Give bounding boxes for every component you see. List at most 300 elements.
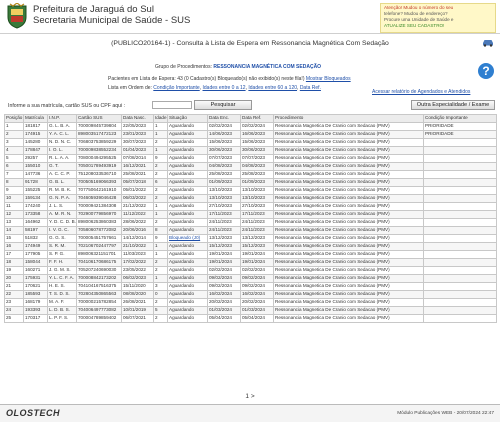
table-cell <box>5 299 24 307</box>
cell-text: 14/12/2014 <box>123 235 146 241</box>
table-cell <box>168 211 208 219</box>
table-cell <box>5 251 24 259</box>
cell-text: 09/02/2024 <box>242 275 265 281</box>
cell-text: Aguardando <box>169 291 195 297</box>
page-title: (PUBLICO20164-1) - Consulta à Lista de Espera em Ressonancia Magnética Com Sedação <box>111 40 389 47</box>
cell-text: 17/11/2023 <box>242 211 265 217</box>
table-cell <box>154 235 168 243</box>
cell-text: 174915 <box>25 131 41 137</box>
cell-text: 898006321151701 <box>78 251 116 257</box>
cell-text: Aguardando <box>169 315 195 321</box>
table-body <box>5 123 497 323</box>
col-header-ref-date[interactable]: Data Ref. <box>241 115 274 123</box>
table-cell <box>424 131 497 139</box>
table-cell <box>274 195 424 203</box>
table-cell <box>5 315 24 323</box>
table-cell <box>274 139 424 147</box>
table-cell <box>208 123 241 131</box>
cell-text: Ressonancia Magnetica De Cranio com Sedacao (PMV) <box>275 251 390 257</box>
table-cell <box>154 195 168 203</box>
cell-text: 25/08/2023 <box>209 171 232 177</box>
table-row <box>5 283 497 291</box>
cell-text: Ressonancia Magnetica De Cranio com Sedacao (PMV) <box>275 187 390 193</box>
notice-line-3: Procure uma Unidade de Saúde e <box>384 17 454 22</box>
cell-text: 24/11/2023 <box>242 227 265 233</box>
cell-text: 13 <box>6 219 12 225</box>
table-cell <box>24 307 48 315</box>
table-cell <box>241 211 274 219</box>
cell-text: 702900779856970 <box>78 211 117 217</box>
table-cell <box>154 307 168 315</box>
cell-text: 05/01/2022 <box>123 187 146 193</box>
table-cell <box>5 123 24 131</box>
cell-text: 17/11/2023 <box>209 211 232 217</box>
cell-text: R. L. A. A. <box>49 155 70 161</box>
cell-text: Y. D. C. D. B. <box>49 219 76 225</box>
search-button[interactable]: Pesquisar <box>194 100 252 110</box>
table-cell <box>5 163 24 171</box>
table-cell <box>424 283 497 291</box>
cell-text: 24 <box>6 307 12 313</box>
cell-text: Aguardando <box>169 243 195 249</box>
help-icon[interactable]: ? <box>478 63 494 79</box>
cell-text: 13/10/2023 <box>209 187 232 193</box>
cell-text: 155225 <box>25 187 41 193</box>
cell-text: Aguardando <box>169 187 195 193</box>
table-cell <box>241 267 274 275</box>
cell-text: 14 <box>6 227 12 233</box>
cell-text: 16 <box>6 243 12 249</box>
table-cell <box>24 267 48 275</box>
table-cell <box>424 219 497 227</box>
cell-text: 181817 <box>25 123 41 129</box>
table-cell <box>24 283 48 291</box>
cell-text: 3 <box>155 283 158 289</box>
cell-text: 2 <box>155 195 158 201</box>
table-cell <box>241 147 274 155</box>
table-cell <box>122 211 154 219</box>
table-cell <box>122 195 154 203</box>
cell-text: Ressonancia Magnetica De Cranio com Sedacao (PMV) <box>275 155 390 161</box>
cell-text: 2 <box>155 299 158 305</box>
cell-text: 706803753859229 <box>78 139 117 145</box>
table-cell <box>154 179 168 187</box>
cell-text: 3 <box>6 139 9 145</box>
table-cell <box>208 131 241 139</box>
order-link-condition[interactable]: Condição Importante <box>153 85 200 91</box>
cell-text: Aguardando <box>169 123 195 129</box>
procedure-group-value: RESSONANCIA MAGNÉTICA COM SEDAÇÃO <box>213 64 322 70</box>
table-cell <box>5 211 24 219</box>
cell-text: 05/04/2024 <box>209 315 232 321</box>
table-cell <box>154 267 168 275</box>
cell-text: 15/06/2023 <box>209 139 232 145</box>
table-cell <box>154 155 168 163</box>
cell-text: 1 <box>155 123 158 129</box>
cell-text: 01/09/2023 <box>242 179 265 185</box>
table-cell <box>122 267 154 275</box>
table-cell <box>122 203 154 211</box>
table-cell <box>208 163 241 171</box>
table-row <box>5 139 497 147</box>
cell-text: 898006253860383 <box>78 219 117 225</box>
col-header-referral-date[interactable]: Data Enc. <box>208 115 241 123</box>
order-label: Lista em Ordem de: <box>108 85 152 91</box>
table-cell <box>48 275 77 283</box>
table-cell <box>77 171 122 179</box>
cell-text: 177905 <box>25 251 41 257</box>
cell-text: 19/01/2024 <box>209 259 232 265</box>
table-cell <box>241 235 274 243</box>
cell-text: 19/01/2024 <box>242 251 265 257</box>
notice-line-1: Atenção! Mudou o número do seu <box>384 5 454 10</box>
cell-text: 751208033536710 <box>78 171 117 177</box>
table-cell <box>208 307 241 315</box>
table-cell <box>208 243 241 251</box>
table-cell <box>122 139 154 147</box>
cell-text: Ressonancia Magnetica De Cranio com Sedacao (PMV) <box>275 131 390 137</box>
table-row <box>5 275 497 283</box>
cell-text: 173358 <box>25 211 41 217</box>
table-cell <box>122 163 154 171</box>
cell-text: G. B. L. <box>49 179 65 185</box>
order-link-age-60-120[interactable]: Idades entre 60 a 120 <box>248 85 298 91</box>
table-cell <box>241 227 274 235</box>
scheduled-report-link[interactable]: Acessar relatório de Agendados e Atendidos <box>372 89 471 95</box>
cell-text: L. P. F. S. <box>49 315 69 321</box>
cell-text: Ressonancia Magnetica De Cranio com Sedacao (PMV) <box>275 307 390 313</box>
table-cell <box>424 259 497 267</box>
cell-text: J. L. S. <box>49 203 64 209</box>
cell-text: 702106702447797 <box>78 243 117 249</box>
table-cell <box>168 203 208 211</box>
table-cell <box>154 123 168 131</box>
cell-text: 26/08/2021 <box>123 299 146 305</box>
table-cell <box>274 219 424 227</box>
cell-text: 27/10/2023 <box>242 203 265 209</box>
cell-text: 16/12/2021 <box>123 163 146 169</box>
table-cell <box>208 275 241 283</box>
cell-text: 15/12/2023 <box>209 243 232 249</box>
table-row <box>5 243 497 251</box>
cell-text: 708000494295525 <box>78 155 117 161</box>
table-cell <box>154 299 168 307</box>
cell-text: 02/02/2024 <box>242 123 265 129</box>
table-cell <box>168 259 208 267</box>
cell-text: 11/12/2022 <box>123 211 146 217</box>
table-cell <box>424 267 497 275</box>
table-cell <box>424 275 497 283</box>
table-cell <box>48 147 77 155</box>
table-cell <box>274 211 424 219</box>
cell-text: 21 <box>6 283 12 289</box>
table-cell <box>24 123 48 131</box>
cell-text: Aguardando <box>169 251 195 257</box>
cell-text: 700009838552234 <box>78 147 117 153</box>
table-cell <box>241 195 274 203</box>
table-cell <box>168 307 208 315</box>
cell-text: 01/03/2024 <box>209 307 232 313</box>
cell-text: 174949 <box>25 243 41 249</box>
table-cell <box>122 315 154 323</box>
table-cell <box>241 291 274 299</box>
table-cell <box>77 147 122 155</box>
cell-text: Ressonancia Magnetica De Cranio com Sedacao (PMV) <box>275 275 390 281</box>
col-header-registration[interactable]: Matrícula <box>24 115 48 123</box>
cell-text: G. N. P. A. <box>49 195 71 201</box>
cell-text: Aguardando <box>169 171 195 177</box>
cell-text: Aguardando <box>169 227 195 233</box>
table-cell <box>241 163 274 171</box>
col-header-age[interactable]: Idade <box>154 115 168 123</box>
cell-text: 700008842173202 <box>78 275 117 281</box>
table-cell <box>154 243 168 251</box>
blocked-status-link[interactable]: Bloqueado (J0) <box>169 235 201 241</box>
cell-text: 2 <box>155 259 158 265</box>
order-separator: , <box>199 85 202 91</box>
table-cell <box>48 291 77 299</box>
table-row <box>5 219 497 227</box>
cell-text: 23/01/2023 <box>123 131 146 137</box>
col-header-initials[interactable]: I.N.P. <box>48 115 77 123</box>
table-cell <box>208 315 241 323</box>
cell-text: 1 <box>155 243 158 249</box>
table-cell <box>5 259 24 267</box>
search-input[interactable] <box>152 101 192 109</box>
table-cell <box>208 211 241 219</box>
cell-text: 702804350865563 <box>78 291 117 297</box>
cell-text: 8 <box>155 227 158 233</box>
cell-text: 164962 <box>25 219 41 225</box>
table-cell <box>168 131 208 139</box>
cell-text: Aguardando <box>169 275 195 281</box>
cell-text: Ressonancia Magnetica De Cranio com Sedacao (PMV) <box>275 267 390 273</box>
col-header-position[interactable]: Posição <box>5 115 24 123</box>
page-current[interactable]: 1 <box>245 393 249 400</box>
table-cell <box>77 179 122 187</box>
cell-text: 01/04/2023 <box>123 147 146 153</box>
table-cell <box>274 259 424 267</box>
table-cell <box>122 259 154 267</box>
cell-text: 09/02/2024 <box>209 275 232 281</box>
cell-text: 147736 <box>25 171 41 177</box>
table-cell <box>154 219 168 227</box>
table-row <box>5 259 497 267</box>
table-cell <box>274 147 424 155</box>
cell-text: 159134 <box>25 195 41 201</box>
cell-text: 185593 <box>25 291 41 297</box>
table-cell <box>5 219 24 227</box>
cell-text: A. C. C. P. <box>49 171 71 177</box>
cell-text: 23 <box>6 299 12 305</box>
show-blocked-link[interactable]: Mostrar Bloqueados <box>305 76 351 82</box>
cell-text: 01/03/2024 <box>242 307 265 313</box>
cell-text: 22 <box>6 291 12 297</box>
col-header-sus-card[interactable]: Cartão SUS <box>77 115 122 123</box>
cell-text: 705001789493919 <box>78 163 117 169</box>
table-cell <box>77 235 122 243</box>
col-header-birth-date[interactable]: Data Nasc. <box>122 115 154 123</box>
cell-text: 2 <box>155 139 158 145</box>
table-cell <box>274 163 424 171</box>
table-cell <box>77 163 122 171</box>
table-row <box>5 251 497 259</box>
cell-text: 21/10/2022 <box>123 243 146 249</box>
table-cell <box>77 187 122 195</box>
vehicle-icon[interactable] <box>482 38 494 47</box>
table-cell <box>77 243 122 251</box>
table-cell <box>24 195 48 203</box>
table-cell <box>77 283 122 291</box>
cell-text: A. M. R. N. <box>49 211 72 217</box>
cell-text: 08/08/2020 <box>123 291 146 297</box>
cell-text: Ressonancia Magnetica De Cranio com Sedacao (PMV) <box>275 227 390 233</box>
cell-text: 704605939046428 <box>78 195 117 201</box>
cell-text: T. S. D. S. <box>49 291 70 297</box>
table-cell <box>5 187 24 195</box>
cell-text: 15/12/2023 <box>242 243 265 249</box>
table-cell <box>208 283 241 291</box>
cell-text: 9 <box>155 235 158 241</box>
cell-text: Ressonancia Magnetica De Cranio com Sedacao (PMV) <box>275 139 390 145</box>
table-cell <box>208 219 241 227</box>
notice-line-4: ATUALIZE SEU CADASTRO! <box>384 23 445 28</box>
table-cell <box>424 195 497 203</box>
cell-text: 160271 <box>25 267 41 273</box>
table-cell <box>77 195 122 203</box>
table-cell <box>5 227 24 235</box>
cell-text: 13/10/2023 <box>209 195 232 201</box>
table-cell <box>5 195 24 203</box>
table-cell <box>48 195 77 203</box>
table-cell <box>77 131 122 139</box>
table-cell <box>274 123 424 131</box>
table-row <box>5 235 497 243</box>
table-cell <box>274 307 424 315</box>
table-cell <box>122 155 154 163</box>
cell-text: 11 <box>6 203 11 209</box>
cell-text: 02/02/2024 <box>242 267 265 273</box>
cell-text: Ressonancia Magnetica De Cranio com Sedacao (PMV) <box>275 163 390 169</box>
col-header-condition[interactable]: Condição Importante <box>424 115 497 123</box>
cell-text: 2 <box>155 219 158 225</box>
cell-text: G. L. B. A. <box>49 123 70 129</box>
table-cell <box>168 315 208 323</box>
order-link-age-0-12[interactable]: Idades entre 0 a 12 <box>202 85 246 91</box>
table-cell <box>48 267 77 275</box>
table-cell <box>77 155 122 163</box>
waiting-list-table <box>4 114 497 323</box>
cell-text: Ressonancia Magnetica De Cranio com Sedacao (PMV) <box>275 147 390 153</box>
table-cell <box>5 235 24 243</box>
col-header-status[interactable]: Situação <box>168 115 208 123</box>
cell-text: 2 <box>155 315 158 321</box>
cell-text: 13/12/2023 <box>209 235 232 241</box>
cell-text: 4 <box>6 147 9 153</box>
cell-text: 2 <box>155 187 158 193</box>
table-cell <box>168 243 208 251</box>
procedure-group-row <box>155 64 321 70</box>
cell-text: 10/01/2019 <box>123 307 146 313</box>
cell-text: G. G. S. <box>49 235 66 241</box>
table-cell <box>154 131 168 139</box>
table-cell <box>122 123 154 131</box>
cell-text: Ressonancia Magnetica De Cranio com Sedacao (PMV) <box>275 171 390 177</box>
table-cell <box>168 195 208 203</box>
table-cell <box>274 179 424 187</box>
cell-text: 0 <box>155 291 158 297</box>
table-cell <box>424 291 497 299</box>
page-header <box>0 0 500 34</box>
cell-text: Aguardando <box>169 267 195 273</box>
table-cell <box>208 195 241 203</box>
cell-text: Ressonancia Magnetica De Cranio com Sedacao (PMV) <box>275 259 390 265</box>
cell-text: Aguardando <box>169 307 195 313</box>
table-row <box>5 195 497 203</box>
table-cell <box>241 187 274 195</box>
table-cell <box>122 219 154 227</box>
table-cell <box>168 235 208 243</box>
table-cell <box>122 131 154 139</box>
table-cell <box>424 179 497 187</box>
other-specialty-button[interactable]: Outra Especialidade / Exame <box>411 100 495 110</box>
cell-text: 25/08/2021 <box>123 171 146 177</box>
table-cell <box>48 219 77 227</box>
table-cell <box>24 251 48 259</box>
cell-text: 06/03/2022 <box>123 195 146 201</box>
table-cell <box>24 219 48 227</box>
cell-text: Aguardando <box>169 299 195 305</box>
table-row <box>5 299 497 307</box>
table-cell <box>48 139 77 147</box>
table-cell <box>122 299 154 307</box>
table-row <box>5 131 497 139</box>
table-cell <box>122 227 154 235</box>
cell-text: 145280 <box>25 139 41 145</box>
table-cell <box>48 299 77 307</box>
table-cell <box>5 139 24 147</box>
table-cell <box>168 123 208 131</box>
cell-text: 704106170686175 <box>78 259 117 265</box>
table-cell <box>77 139 122 147</box>
table-cell <box>274 283 424 291</box>
cell-text: 13/12/2023 <box>242 235 265 241</box>
cell-text: 30/06/2023 <box>209 147 232 153</box>
table-cell <box>5 179 24 187</box>
table-cell <box>154 147 168 155</box>
table-cell <box>208 227 241 235</box>
cell-text: 898003517472123 <box>78 131 117 137</box>
cell-text: Ressonancia Magnetica De Cranio com Sedacao (PMV) <box>275 283 390 289</box>
table-cell <box>208 267 241 275</box>
table-cell <box>154 283 168 291</box>
city-crest-icon <box>6 3 28 29</box>
cell-text: 178847 <box>25 147 41 153</box>
cell-text: 19 <box>6 267 12 273</box>
table-cell <box>274 267 424 275</box>
cell-text: 705806078772082 <box>78 227 117 233</box>
cell-text: 7 <box>6 171 9 177</box>
cell-text: 23/05/2022 <box>123 267 146 273</box>
order-link-ref-date[interactable]: Data Ref. <box>299 85 321 91</box>
cell-text: 06/02/2023 <box>123 275 146 281</box>
table-cell <box>24 203 48 211</box>
table-cell <box>122 243 154 251</box>
table-cell <box>154 163 168 171</box>
col-header-procedure[interactable]: Procedimento <box>274 115 424 123</box>
page-next[interactable]: > <box>250 393 255 400</box>
table-cell <box>168 275 208 283</box>
